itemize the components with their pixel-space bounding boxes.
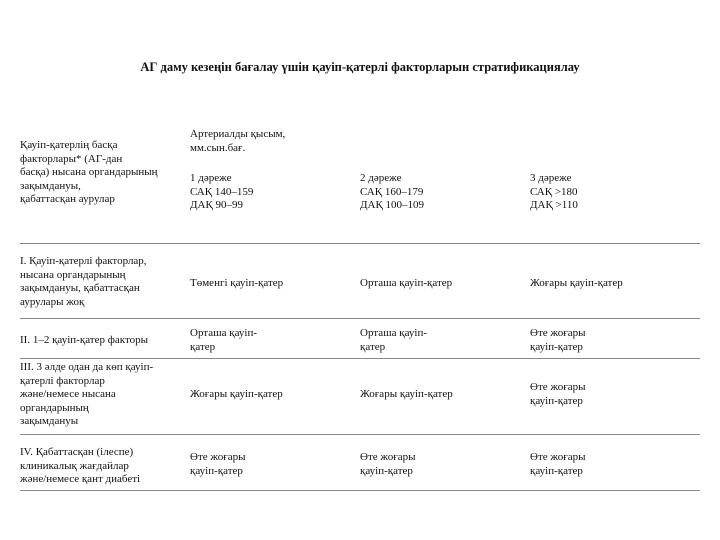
row-label-2: II. 1–2 қауіп-қатер факторы	[20, 334, 148, 346]
risk-cell-4-3: Өте жоғары қауіп-қатер	[530, 451, 586, 477]
column-header-grade-2: 2 дәреже САҚ 160–179 ДАҚ 100–109	[360, 172, 425, 211]
risk-cell-3-1: Жоғары қауіп-қатер	[190, 388, 283, 400]
table-divider	[20, 490, 700, 491]
table-divider	[20, 243, 700, 244]
risk-cell-2-3: Өте жоғары қауіп-қатер	[530, 327, 586, 353]
row-label-1: I. Қауіп-қатерлі факторлар, нысана органдарының зақымдануы, қабаттасқан аурулары жоқ	[20, 255, 147, 308]
page-title: АГ даму кезеңін бағалау үшін қауіп-қатерлі факторларын стратификациялау	[140, 60, 580, 74]
risk-cell-4-2: Өте жоғары қауіп-қатер	[360, 451, 416, 477]
risk-cell-1-3: Жоғары қауіп-қатер	[530, 277, 623, 289]
risk-cell-1-2: Орташа қауіп-қатер	[360, 277, 453, 289]
table-divider	[20, 358, 700, 359]
column-header-grade-3: 3 дәреже САҚ >180 ДАҚ >110	[530, 172, 578, 211]
risk-cell-3-2: Жоғары қауіп-қатер	[360, 388, 453, 400]
risk-cell-2-1: Орташа қауіп- қатер	[190, 327, 257, 353]
bp-span-header: Артериалды қысым, мм.сын.бағ.	[190, 128, 286, 154]
risk-cell-4-1: Өте жоғары қауіп-қатер	[190, 451, 246, 477]
table-divider	[20, 318, 700, 319]
risk-cell-3-3: Өте жоғары қауіп-қатер	[530, 381, 586, 407]
row-label-3: III. 3 әлде одан да көп қауіп- қатерлі факторлар және/немесе нысана органдарының зақымдануы	[20, 361, 154, 427]
row-header-label: Қауіп-қатерлің басқа факторлары* (АГ-дан басқа) нысана органдарының зақымдануы, қабаттасқан аурулар	[20, 139, 158, 205]
row-label-4: IV. Қабаттасқан (ілеспе) клиникалық жағдайлар және/немесе қант диабеті	[20, 446, 141, 485]
table-divider	[20, 434, 700, 435]
risk-cell-2-2: Орташа қауіп- қатер	[360, 327, 427, 353]
risk-cell-1-1: Төменгі қауіп-қатер	[190, 277, 284, 289]
column-header-grade-1: 1 дәреже САҚ 140–159 ДАҚ 90–99	[190, 172, 254, 211]
